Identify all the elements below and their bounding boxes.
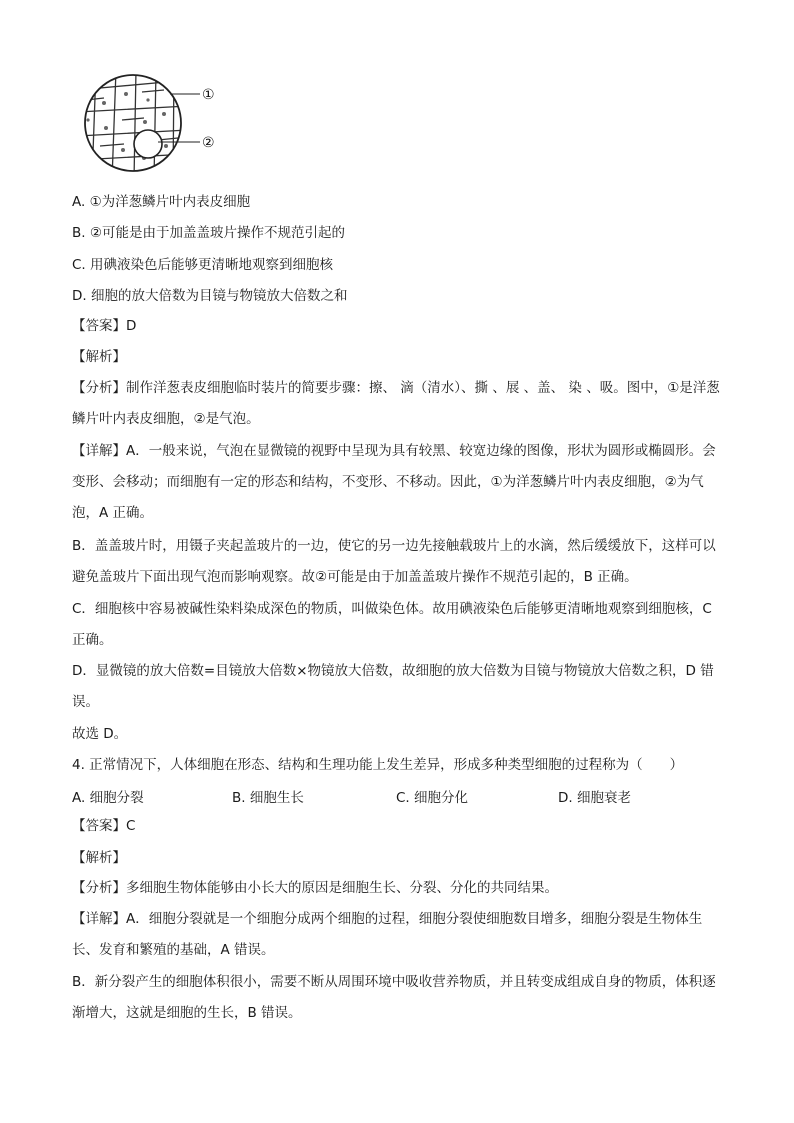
q3-detail-d: D．显微镜的放大倍数=目镜放大倍数×物镜放大倍数，故细胞的放大倍数为目镜与物镜放大倍数之积，D 错误。	[72, 663, 714, 710]
q4-option-c: C. 细胞分化	[396, 790, 469, 806]
q4-options	[72, 786, 722, 806]
q3-analysis-title: 【解析】	[72, 349, 126, 365]
q4-detail-b: B．新分裂产生的细胞体积很小，需要不断从周围环境中吸收营养物质，并且转变成组成自身的物质，体积逐渐增大，这就是细胞的生长，B 错误。	[72, 974, 716, 1021]
q4-fenxi: 【分析】多细胞生物体能够由小长大的原因是细胞生长、分裂、分化的共同结果。	[72, 880, 558, 896]
figure-label-1: ①	[202, 87, 215, 103]
q3-detail-b: B．盖盖玻片时，用镊子夹起盖玻片的一边，使它的另一边先接触载玻片上的水滴，然后缓缓放下，这样可以避免盖玻片下面出现气泡而影响观察。故②可能是由于加盖盖玻片操作不规范引起的，B 正确。	[72, 538, 716, 585]
q3-conclusion: 故选 D。	[72, 726, 128, 742]
q3-answer: 【答案】D	[72, 318, 137, 334]
onion-cell-figure	[78, 70, 228, 180]
q4-analysis-title: 【解析】	[72, 850, 126, 866]
q4-answer: 【答案】C	[72, 818, 136, 834]
q4-option-d: D. 细胞衰老	[558, 790, 631, 806]
q3-option-c: C. 用碘液染色后能够更清晰地观察到细胞核	[72, 257, 334, 273]
q4-question: 4. 正常情况下，人体细胞在形态、结构和生理功能上发生差异，形成多种类型细胞的过程称为（ ）	[72, 757, 684, 773]
figure-label-2: ②	[202, 135, 215, 151]
q3-option-d: D. 细胞的放大倍数为目镜与物镜放大倍数之和	[72, 288, 348, 304]
q3-option-a: A. ①为洋葱鳞片叶内表皮细胞	[72, 194, 251, 210]
q3-option-b: B. ②可能是由于加盖盖玻片操作不规范引起的	[72, 225, 345, 241]
q3-detail-c: C．细胞核中容易被碱性染料染成深色的物质，叫做染色体。故用碘液染色后能够更清晰地观察到细胞核，C 正确。	[72, 601, 712, 648]
q3-fenxi: 【分析】制作洋葱表皮细胞临时装片的简要步骤：擦、 滴（清水）、撕 、展 、盖、 染 、吸。图中，①是洋葱鳞片叶内表皮细胞，②是气泡。	[72, 380, 720, 427]
q4-detail-a: 【详解】A．细胞分裂就是一个细胞分成两个细胞的过程，细胞分裂使细胞数目增多，细胞分裂是生物体生长、发育和繁殖的基础，A 错误。	[72, 911, 703, 958]
q3-detail-a: 【详解】A．一般来说，气泡在显微镜的视野中呈现为具有较黑、较宽边缘的图像，形状为圆形或椭圆形。会变形、会移动；而细胞有一定的形态和结构，不变形、不移动。因此，①为洋葱鳞片叶内表皮细胞，②为气泡，A 正确。	[72, 443, 716, 521]
q4-option-a: A. 细胞分裂	[72, 790, 144, 806]
q4-option-b: B. 细胞生长	[232, 790, 304, 806]
